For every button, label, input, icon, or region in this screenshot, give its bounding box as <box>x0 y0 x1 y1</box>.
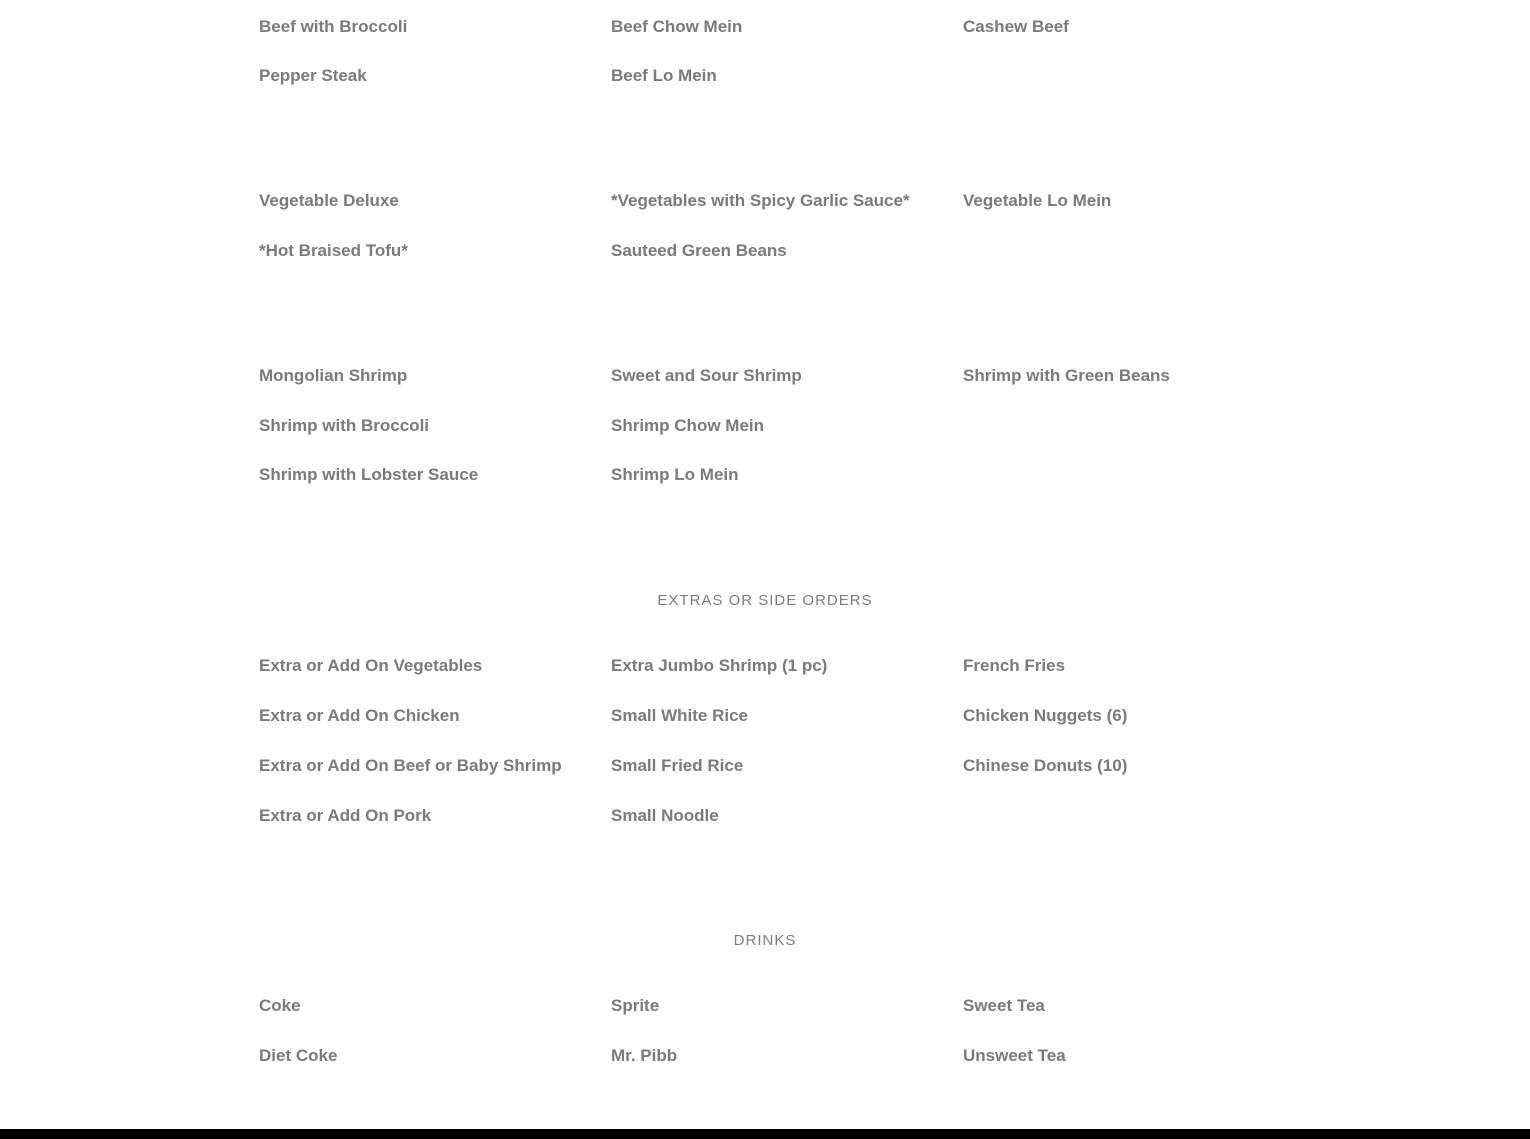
menu-item[interactable]: *Vegetables with Spicy Garlic Sauce* <box>611 191 910 210</box>
menu-item[interactable]: Beef with Broccoli <box>259 17 408 36</box>
menu-item[interactable]: Shrimp Chow Mein <box>611 416 764 435</box>
menu-item[interactable]: Shrimp with Green Beans <box>963 366 1170 385</box>
menu-item[interactable]: French Fries <box>963 656 1066 675</box>
menu-item[interactable]: Chicken Nuggets (6) <box>963 706 1128 725</box>
menu-item[interactable]: Shrimp with Lobster Sauce <box>259 465 479 484</box>
section-heading-drinks: DRINKS <box>733 932 797 949</box>
footer-bar <box>0 1129 1530 1139</box>
menu-item[interactable]: Extra or Add On Chicken <box>259 706 460 725</box>
menu-item[interactable]: Extra or Add On Vegetables <box>259 656 483 675</box>
section-heading-extras: EXTRAS OR SIDE ORDERS <box>657 592 873 609</box>
menu-item[interactable]: Extra or Add On Pork <box>259 806 432 825</box>
menu-item[interactable]: Pepper Steak <box>259 66 367 85</box>
menu-item[interactable]: Cashew Beef <box>963 17 1069 36</box>
menu-item[interactable]: Sweet and Sour Shrimp <box>611 366 802 385</box>
menu-item[interactable]: Mr. Pibb <box>611 1046 678 1065</box>
menu-item[interactable]: *Hot Braised Tofu* <box>259 241 408 260</box>
menu-item[interactable]: Chinese Donuts (10) <box>963 756 1128 775</box>
menu-item[interactable]: Beef Lo Mein <box>611 66 717 85</box>
menu-item[interactable]: Beef Chow Mein <box>611 17 743 36</box>
menu-item[interactable]: Vegetable Deluxe <box>259 191 399 210</box>
menu-item[interactable]: Coke <box>259 996 301 1015</box>
menu-item[interactable]: Extra or Add On Beef or Baby Shrimp <box>259 756 562 775</box>
menu-item[interactable]: Small Fried Rice <box>611 756 744 775</box>
menu-item[interactable]: Vegetable Lo Mein <box>963 191 1112 210</box>
menu-item[interactable]: Small Noodle <box>611 806 719 825</box>
menu-item[interactable]: Diet Coke <box>259 1046 338 1065</box>
menu-item[interactable]: Shrimp Lo Mein <box>611 465 739 484</box>
menu-item[interactable]: Sprite <box>611 996 660 1015</box>
menu-item[interactable]: Mongolian Shrimp <box>259 366 408 385</box>
menu-item[interactable]: Sauteed Green Beans <box>611 241 787 260</box>
menu-item[interactable]: Small White Rice <box>611 706 748 725</box>
menu-item[interactable]: Shrimp with Broccoli <box>259 416 430 435</box>
menu-item[interactable]: Unsweet Tea <box>963 1046 1066 1065</box>
menu-item[interactable]: Sweet Tea <box>963 996 1045 1015</box>
menu-item[interactable]: Extra Jumbo Shrimp (1 pc) <box>611 656 828 675</box>
